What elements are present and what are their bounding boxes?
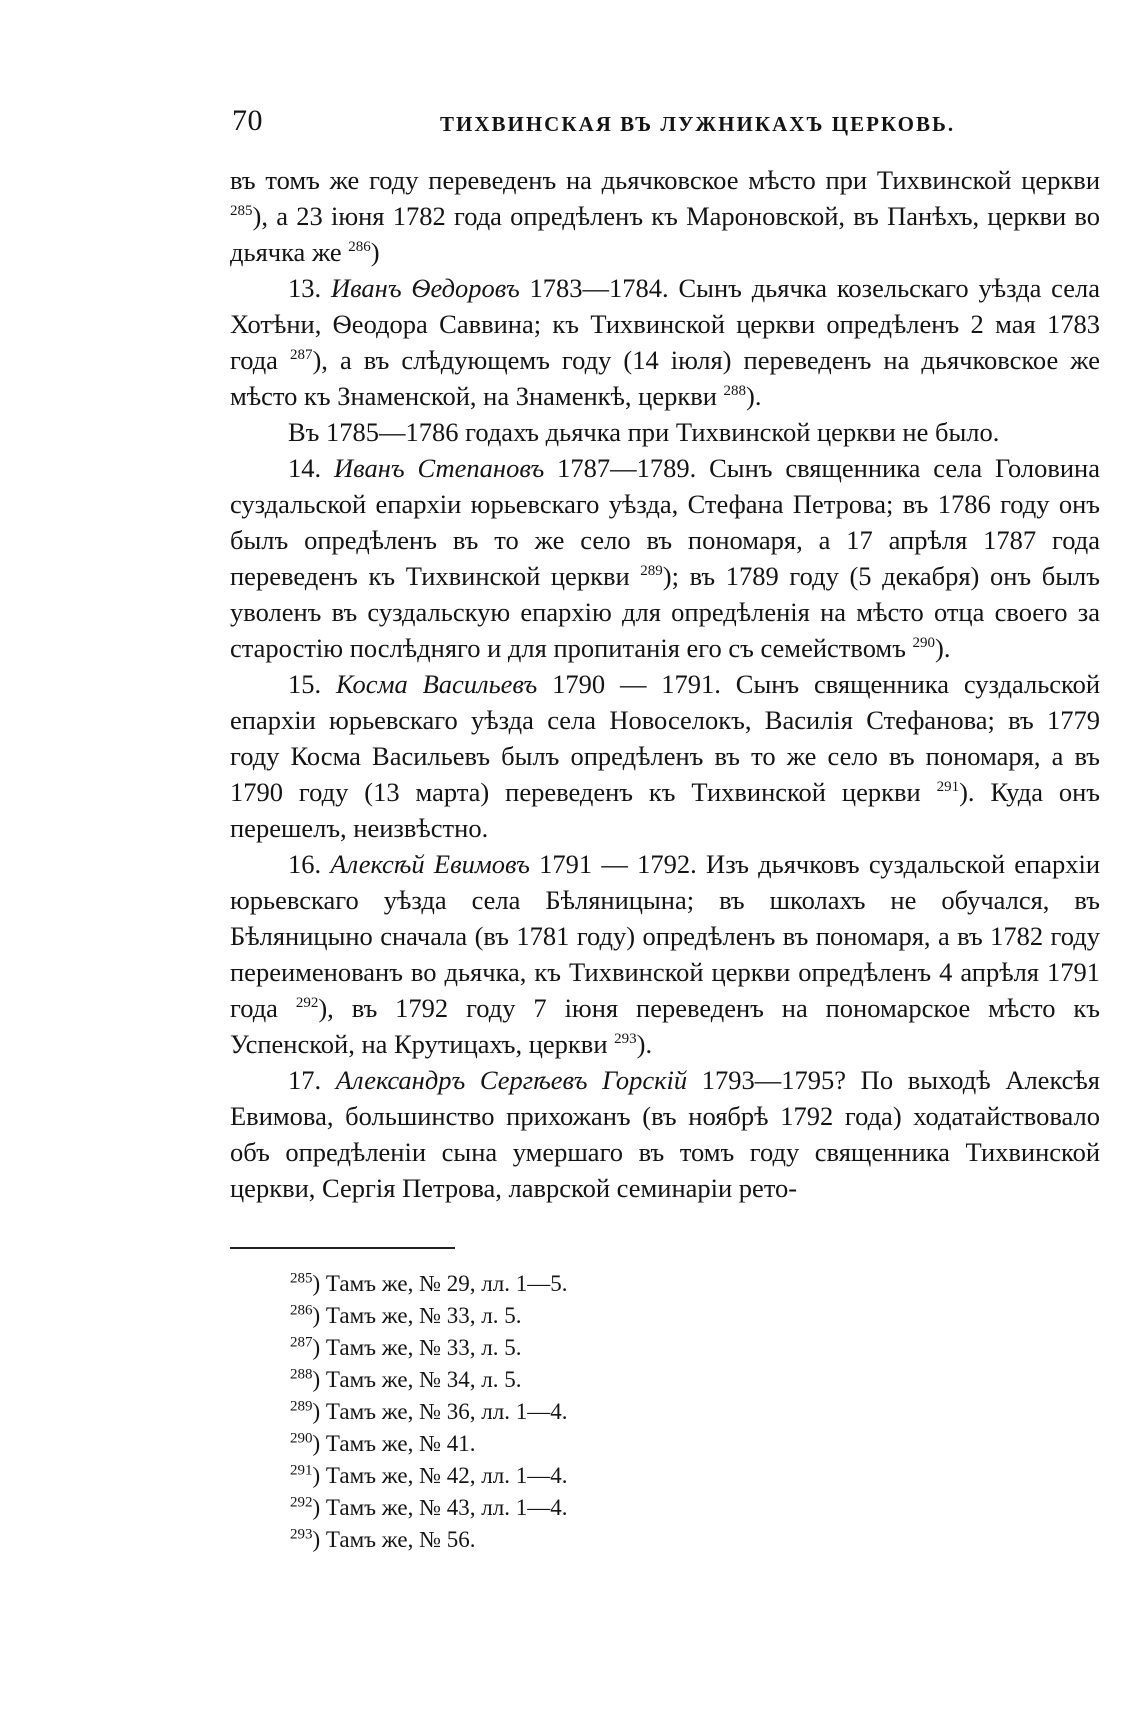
paragraph — [230, 666, 1100, 846]
text-run: Въ 1785—1786 годахъ дьячка при Тихвинской церкви не было. — [288, 417, 1000, 447]
footnote — [290, 1428, 568, 1460]
footnote — [290, 1492, 568, 1524]
footnote-ref: 287 — [289, 347, 313, 364]
text-run: ). — [935, 633, 951, 663]
text-run: 14. — [288, 453, 334, 483]
text-run: 17. — [288, 1065, 336, 1095]
footnote-text: ) Тамъ же, № 42, лл. 1—4. — [312, 1463, 568, 1488]
person-name: Александръ Сергѣевъ Горскій — [335, 1065, 688, 1095]
footnote-number: 291 — [290, 1462, 313, 1479]
text-run: ), а въ слѣдующемъ году (14 іюля) переведенъ на дьячковское же мѣсто къ Знаменской, на Знаменкѣ, церкви — [230, 345, 1100, 411]
footnote — [290, 1332, 568, 1364]
footnote-ref: 285 — [230, 203, 253, 220]
person-name: Алексѣй Евимовъ — [330, 849, 530, 879]
text-run: 1787—1789. Сынъ священника села Головина суздальской епархіи юрьевскаго уѣзда, Стефана Петрова; въ 1786 году онъ былъ опредѣленъ въ то же село въ пономаря, а 17 апрѣля 1787 года переведенъ къ Тихвинской церкви — [230, 453, 1101, 591]
text-run: ). — [746, 381, 762, 411]
text-run: 13. — [288, 273, 331, 303]
footnote-number: 286 — [290, 1302, 313, 1319]
footnote — [290, 1268, 568, 1300]
footnote — [290, 1524, 568, 1556]
text-run: ), а 23 іюня 1782 года опредѣленъ къ Мароновской, въ Панѣхъ, церкви во дьячка же — [230, 201, 1100, 267]
footnote — [290, 1460, 568, 1492]
paragraph — [230, 414, 1100, 450]
person-name: Иванъ Ѳедоровъ — [330, 273, 520, 303]
text-run: ); въ 1789 году (5 декабря) онъ былъ уволенъ въ суздальскую епархію для опредѣленія на мѣсто отца своего за старостію послѣдняго и для пропитанія его съ семействомъ — [230, 561, 1100, 663]
text-run: 1791 — 1792. Изъ дьячковъ суздальской епархіи юрьевскаго уѣзда села Бѣляницына; въ школахъ не обучался, въ Бѣляницыно сначала (въ 1781 году) опредѣленъ въ пономаря, а въ 1782 году переименованъ во дьячка, къ Тихвинской церкви опредѣленъ 4 апрѣля 1791 года — [230, 849, 1101, 1023]
paragraph — [230, 162, 1100, 270]
paragraph — [230, 846, 1100, 1062]
footnote — [290, 1300, 568, 1332]
text-run: въ томъ же году переведенъ на дьячковское мѣсто при Тихвинской церкви — [230, 165, 1100, 195]
footnote-number: 292 — [290, 1494, 313, 1511]
footnote — [290, 1396, 568, 1428]
page-number: 70 — [232, 104, 263, 137]
text-run: ) — [370, 237, 380, 267]
main-text — [230, 162, 1100, 1206]
footnote-number: 285 — [290, 1270, 313, 1287]
text-run: ), въ 1792 году 7 іюня переведенъ на пономарское мѣсто къ Успенской, на Крутицахъ, церкви — [230, 993, 1100, 1059]
footnote-ref: 293 — [614, 1031, 637, 1048]
person-name: Иванъ Степановъ — [334, 453, 545, 483]
text-run: 15. — [288, 669, 336, 699]
footnote-ref: 290 — [912, 635, 936, 652]
text-run: 16. — [288, 849, 331, 879]
paragraph — [230, 1062, 1100, 1206]
footnote-divider — [230, 1247, 455, 1249]
footnote-text: ) Тамъ же, № 29, лл. 1—5. — [312, 1271, 568, 1296]
text-run: ). — [636, 1029, 653, 1059]
footnote-ref: 292 — [295, 995, 319, 1012]
footnote — [290, 1364, 568, 1396]
footnote-text: ) Тамъ же, № 43, лл. 1—4. — [312, 1495, 568, 1520]
text-run: 1793—1795? По выходѣ Алексѣя Евимова, большинство прихожанъ (въ ноябрѣ 1792 года) ходатайствовало объ опредѣленіи сына умершаго въ томъ году священника Тихвинской церкви, Сергія Петрова, лаврской семинаріи рето- — [230, 1065, 1100, 1203]
text-run: 1783—1784. Сынъ дьячка козельскаго уѣзда села Хотѣни, Ѳеодора Саввина; къ Тихвинской церкви опредѣленъ 2 мая 1783 года — [230, 273, 1101, 375]
footnotes — [290, 1268, 568, 1556]
footnote-text: ) Тамъ же, № 56. — [312, 1527, 476, 1552]
text-run: ). Куда онъ перешелъ, неизвѣстно. — [230, 777, 1101, 843]
footnote-text: ) Тамъ же, № 33, л. 5. — [312, 1335, 522, 1360]
footnote-text: ) Тамъ же, № 33, л. 5. — [312, 1303, 522, 1328]
footnote-ref: 288 — [723, 383, 747, 400]
footnote-ref: 291 — [936, 779, 960, 796]
footnote-number: 293 — [290, 1526, 313, 1543]
footnote-text: ) Тамъ же, № 36, лл. 1—4. — [312, 1399, 568, 1424]
person-name: Косма Васильевъ — [335, 669, 538, 699]
running-title: ТИХВИНСКАЯ ВЪ ЛУЖНИКАХЪ ЦЕРКОВЬ. — [440, 112, 956, 136]
footnote-ref: 289 — [640, 563, 663, 580]
footnote-text: ) Тамъ же, № 34, л. 5. — [312, 1367, 522, 1392]
footnote-number: 289 — [290, 1398, 313, 1415]
text-run: 1790 — 1791. Сынъ священника суздальской епархіи юрьевскаго уѣзда села Новоселокъ, Василія Стефанова; въ 1779 году Косма Васильевъ былъ опредѣленъ въ то же село въ пономаря, а въ 1790 году (13 марта) переведенъ къ Тихвинской церкви — [230, 669, 1101, 807]
footnote-number: 287 — [290, 1334, 313, 1351]
paragraph — [230, 270, 1100, 414]
footnote-number: 288 — [290, 1366, 313, 1383]
footnote-text: ) Тамъ же, № 41. — [312, 1431, 476, 1456]
footnote-ref: 286 — [348, 239, 371, 256]
paragraph — [230, 450, 1100, 666]
footnote-number: 290 — [290, 1430, 313, 1447]
